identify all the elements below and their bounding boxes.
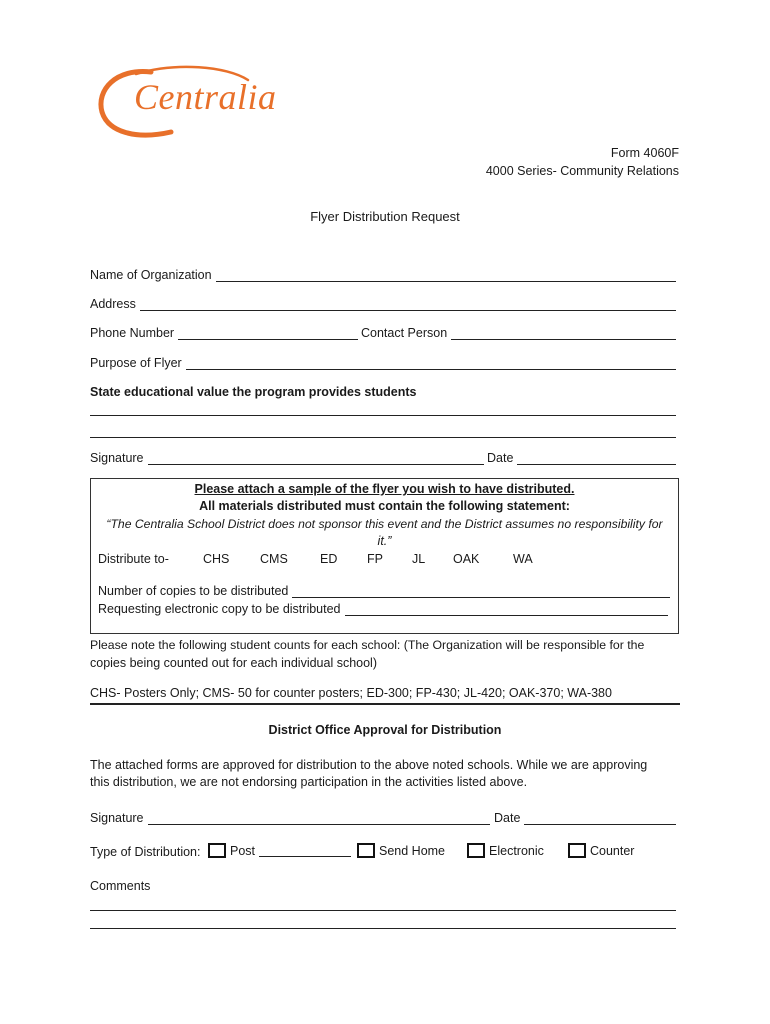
post-checkbox[interactable] — [208, 843, 226, 858]
centralia-logo — [96, 60, 277, 150]
contact-label: Contact Person — [361, 326, 448, 340]
educational-value-label: State educational value the program provides students — [90, 385, 417, 399]
school-jl[interactable]: JL — [412, 552, 426, 566]
approval-date-label: Date — [494, 811, 521, 825]
address-label: Address — [90, 297, 136, 311]
disclaimer-statement: “The Centralia School District does not sponsor this event and the District assumes no responsibility for — [106, 517, 663, 531]
copies-label: Number of copies to be distributed — [98, 584, 289, 598]
attach-sample-notice: Please attach a sample of the flyer you wish to have distributed. — [194, 482, 575, 496]
post-option[interactable] — [208, 843, 351, 858]
send-home-label: Send Home — [379, 843, 446, 858]
address-field[interactable] — [90, 297, 676, 311]
notice-box — [90, 478, 679, 634]
purpose-label: Purpose of Flyer — [90, 356, 182, 370]
school-wa[interactable]: WA — [513, 552, 533, 566]
educational-value-line-1[interactable] — [90, 403, 676, 416]
send-home-checkbox[interactable] — [357, 843, 375, 858]
form-series: 4000 Series- Community Relations — [485, 164, 679, 178]
phone-field[interactable] — [90, 326, 358, 340]
comments-label: Comments — [90, 879, 151, 893]
counter-label: Counter — [590, 843, 635, 858]
educational-value-line-2[interactable] — [90, 425, 676, 438]
counts-note-line-2: copies being counted out for each individual school) — [90, 656, 377, 670]
electronic-option[interactable] — [467, 843, 544, 858]
date-label: Date — [487, 451, 514, 465]
approval-text-1: The attached forms are approved for distribution to the above noted schools. While we are approving — [90, 758, 648, 772]
school-ed[interactable]: ED — [320, 552, 338, 566]
approval-signature-field[interactable] — [90, 811, 490, 825]
section-divider — [90, 703, 680, 705]
signature-label: Signature — [90, 451, 144, 465]
electronic-copy-label: Requesting electronic copy to be distributed — [98, 602, 341, 616]
phone-label: Phone Number — [90, 326, 175, 340]
organization-field[interactable] — [90, 268, 676, 282]
approval-heading: District Office Approval for Distribution — [268, 723, 502, 737]
school-cms[interactable]: CMS — [260, 552, 288, 566]
page-title: Flyer Distribution Request — [310, 209, 460, 224]
purpose-field[interactable] — [90, 356, 676, 370]
statement-requirement: All materials distributed must contain the following statement: — [199, 499, 570, 513]
post-blank[interactable] — [259, 844, 351, 857]
form-number: Form 4060F — [610, 146, 679, 160]
approval-text-2: this distribution, we are not endorsing participation in the activities listed above. — [90, 775, 528, 789]
electronic-label: Electronic — [489, 843, 544, 858]
disclaimer-statement-end: it.” — [377, 534, 392, 548]
school-chs[interactable]: CHS — [203, 552, 230, 566]
distribute-to-label: Distribute to- — [98, 552, 169, 566]
approval-signature-label: Signature — [90, 811, 144, 825]
school-oak[interactable]: OAK — [453, 552, 480, 566]
post-label: Post — [230, 843, 256, 858]
contact-field[interactable] — [361, 326, 676, 340]
counter-checkbox[interactable] — [568, 843, 586, 858]
approval-date-field[interactable] — [494, 811, 676, 825]
counts-note-line-1: Please note the following student counts for each school: (The Organization will be responsible for the — [90, 638, 645, 652]
logo-text: Centralia — [134, 77, 277, 117]
copies-field[interactable] — [98, 584, 670, 598]
signature-field[interactable] — [90, 451, 484, 465]
send-home-option[interactable] — [357, 843, 445, 858]
distribution-type-label: Type of Distribution: — [90, 845, 201, 859]
comments-line-1[interactable] — [90, 898, 676, 911]
counter-option[interactable] — [568, 843, 634, 858]
school-fp[interactable]: FP — [367, 552, 383, 566]
organization-label: Name of Organization — [90, 268, 212, 282]
comments-line-2[interactable] — [90, 916, 676, 929]
electronic-checkbox[interactable] — [467, 843, 485, 858]
date-field[interactable] — [487, 451, 676, 465]
school-counts: CHS- Posters Only; CMS- 50 for counter posters; ED-300; FP-430; JL-420; OAK-370; WA-380 — [90, 686, 612, 700]
electronic-copy-field[interactable] — [98, 602, 668, 616]
